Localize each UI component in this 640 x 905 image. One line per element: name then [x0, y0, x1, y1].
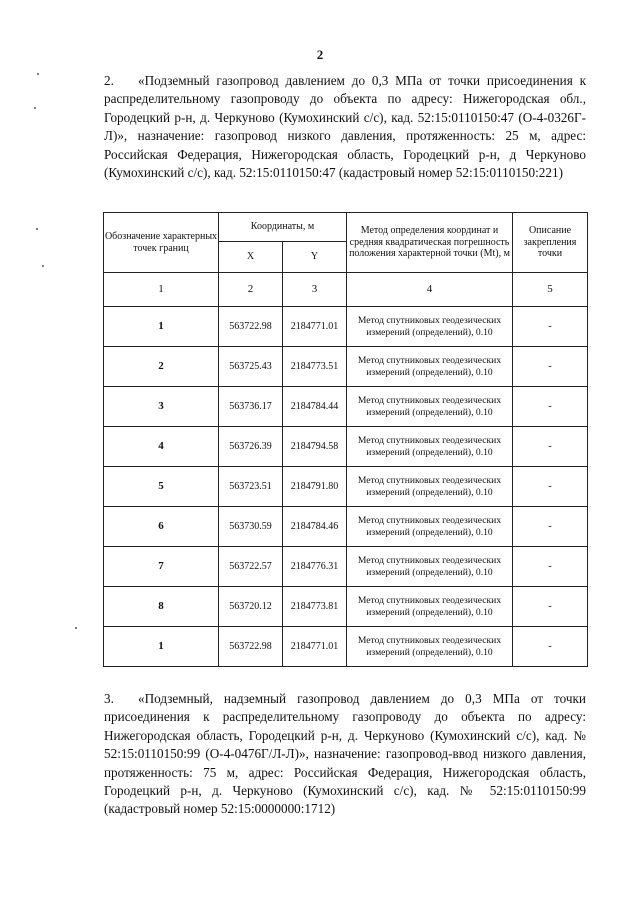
page-number: 2: [316, 47, 324, 62]
description-cell: -: [513, 347, 588, 387]
section-3-paragraph: [104, 690, 586, 819]
method-cell: Метод спутниковых геодезических измерений (определений), 0.10: [347, 467, 513, 507]
x-cell: 563722.98: [219, 627, 283, 667]
x-cell: 563730.59: [219, 507, 283, 547]
method-cell: Метод спутниковых геодезических измерений (определений), 0.10: [347, 547, 513, 587]
header-point-designation: Обозначение характерных точек границ: [104, 213, 219, 273]
description-cell: -: [513, 427, 588, 467]
x-cell: 563720.12: [219, 587, 283, 627]
column-number: 5: [513, 273, 588, 307]
section-3-number: 3.: [104, 691, 114, 706]
x-cell: 563722.98: [219, 307, 283, 347]
y-cell: 2184773.51: [283, 347, 347, 387]
header-coordinates: Координаты, м: [219, 213, 347, 242]
point-cell: 2: [104, 347, 219, 387]
description-cell: -: [513, 467, 588, 507]
scan-mark: [75, 627, 77, 629]
table-row: [104, 307, 588, 347]
method-cell: Метод спутниковых геодезических измерений (определений), 0.10: [347, 387, 513, 427]
table-row: [104, 547, 588, 587]
description-cell: -: [513, 587, 588, 627]
x-cell: 563723.51: [219, 467, 283, 507]
section-2-paragraph: [104, 72, 586, 182]
point-cell: 4: [104, 427, 219, 467]
y-cell: 2184784.44: [283, 387, 347, 427]
table-row: [104, 507, 588, 547]
scan-mark: [42, 265, 44, 267]
x-cell: 563736.17: [219, 387, 283, 427]
table-row: [104, 387, 588, 427]
description-cell: -: [513, 627, 588, 667]
description-cell: -: [513, 307, 588, 347]
section-3-text: «Подземный, надземный газопровод давлением до 0,3 МПа от точки присоединения к распределительному газопроводу до объекта по адресу: Нижегородская область, Городецкий р-н, д. Черкуново (Кумохинский с/с), кад. № 52:15:0110150:99 (О-4-0476Г/Л-Л)», назначение: газопровод-ввод низкого давления, протяженность: 75 м, адрес: Российская Федерация, Нижегородская область, Городецкий р-н, д. Черкуново (Кумохинский с/с), кад. № 52:15:0110150:99 (кадастровый номер 52:15:0000000:1712): [104, 691, 586, 817]
header-y: Y: [283, 242, 347, 273]
table-row: [104, 467, 588, 507]
column-number: 4: [347, 273, 513, 307]
section-2-text: «Подземный газопровод давлением до 0,3 МПа от точки присоединения к распределительному газопроводу до объекта по адресу: Нижегородская обл., Городецкий р-н, д. Черкуново (Кумохинский с/с), кад. 52:15:0110150:47 (О-4-0326Г-Л)», назначение: газопровод низкого давления, протяженность: 25 м, адрес: Российская Федерация, Нижегородская область, Городецкий р-н, д Черкуново (Кумохинский с/с), кад. 52:15:0110150:47 (кадастровый номер 52:15:0110150:221): [104, 73, 586, 181]
point-cell: 8: [104, 587, 219, 627]
coordinates-table: [103, 212, 588, 667]
point-cell: 1: [104, 627, 219, 667]
point-cell: 3: [104, 387, 219, 427]
header-method: Метод определения координат и средняя квадратическая погрешность положения характерной точки (Mt), м: [347, 213, 513, 273]
header-x: X: [219, 242, 283, 273]
method-cell: Метод спутниковых геодезических измерений (определений), 0.10: [347, 307, 513, 347]
column-number: 1: [104, 273, 219, 307]
table-row: [104, 347, 588, 387]
description-cell: -: [513, 387, 588, 427]
x-cell: 563725.43: [219, 347, 283, 387]
table-row: [104, 587, 588, 627]
description-cell: -: [513, 547, 588, 587]
x-cell: 563722.57: [219, 547, 283, 587]
point-cell: 6: [104, 507, 219, 547]
method-cell: Метод спутниковых геодезических измерений (определений), 0.10: [347, 627, 513, 667]
scan-mark: [36, 228, 38, 230]
method-cell: Метод спутниковых геодезических измерений (определений), 0.10: [347, 347, 513, 387]
method-cell: Метод спутниковых геодезических измерений (определений), 0.10: [347, 427, 513, 467]
point-cell: 7: [104, 547, 219, 587]
y-cell: 2184784.46: [283, 507, 347, 547]
column-number: 2: [219, 273, 283, 307]
scan-mark: [34, 107, 36, 109]
column-number: 3: [283, 273, 347, 307]
scan-mark: [37, 73, 39, 75]
x-cell: 563726.39: [219, 427, 283, 467]
header-description: Описание закрепления точки: [513, 213, 588, 273]
y-cell: 2184771.01: [283, 307, 347, 347]
description-cell: -: [513, 507, 588, 547]
y-cell: 2184773.81: [283, 587, 347, 627]
column-number-row: [104, 273, 588, 307]
y-cell: 2184771.01: [283, 627, 347, 667]
y-cell: 2184794.58: [283, 427, 347, 467]
point-cell: 5: [104, 467, 219, 507]
y-cell: 2184776.31: [283, 547, 347, 587]
method-cell: Метод спутниковых геодезических измерений (определений), 0.10: [347, 587, 513, 627]
point-cell: 1: [104, 307, 219, 347]
y-cell: 2184791.80: [283, 467, 347, 507]
section-2-number: 2.: [104, 73, 114, 88]
table-row: [104, 427, 588, 467]
table-row: [104, 627, 588, 667]
method-cell: Метод спутниковых геодезических измерений (определений), 0.10: [347, 507, 513, 547]
